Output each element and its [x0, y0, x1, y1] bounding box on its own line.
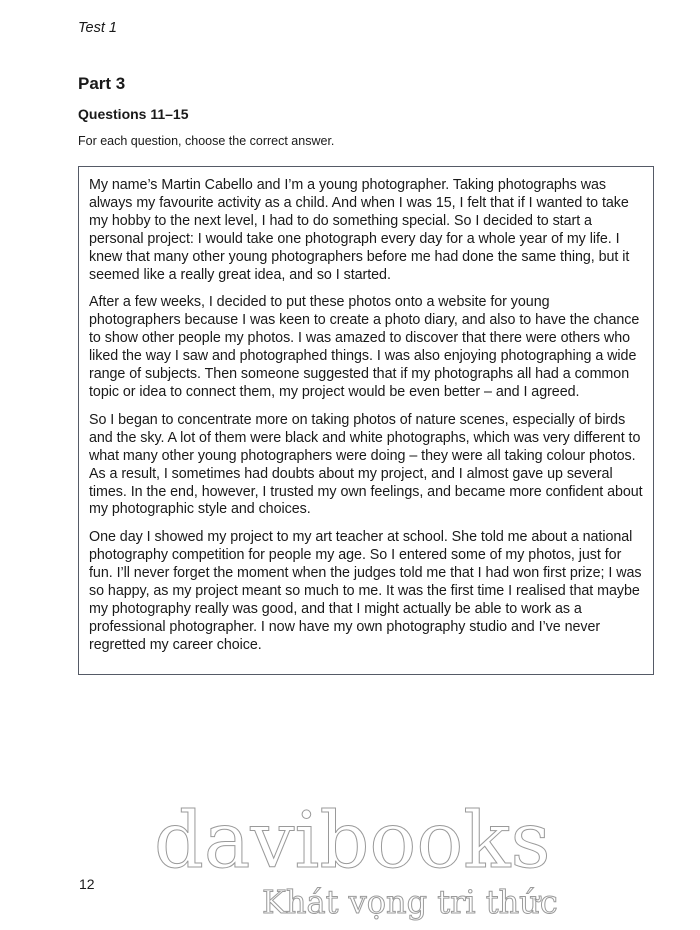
passage-paragraph-4: One day I showed my project to my art teacher at school. She told me about a national photography competition for people my age. So I entered some of my photos, just for fun. I’ll never forget the moment when the judges told me that I had won first prize; I was so happy, as my project meant so much to me. It was the first time I realised that maybe my photography really was good, and that I might actually be able to work as a professional photographer. I now have my own photography studio and I’ve never regretted my career choice. [89, 529, 642, 653]
reading-passage-box [78, 166, 654, 675]
instruction-text: For each question, choose the correct answer. [78, 134, 335, 148]
page-number: 12 [79, 876, 95, 892]
passage-paragraph-3: So I began to concentrate more on taking photos of nature scenes, especially of birds and the sky. A lot of them were black and white photographs, which was very different to what many other young photographers were doing – they were all taking colour photos. As a result, I sometimes had doubts about my project, and I almost gave up several times. In the end, however, I trusted my own feelings, and became more confident about my photographic style and choices. [89, 411, 643, 518]
watermark-tagline-text: Khát vọng tri thức [262, 883, 558, 921]
running-head: Test 1 [78, 20, 117, 36]
part-title: Part 3 [78, 74, 126, 93]
passage-paragraph-2: After a few weeks, I decided to put these photos onto a website for young photographers because I was keen to create a photo diary, and also to have the chance to show other people my photos. I was amazed to discover that there were others who liked the way I saw and photographed things. I was also enjoying photographing a wide range of subjects. Then someone suggested that if my photographs all had a common topic or idea to connect them, my project would be even better – and I agreed. [89, 294, 640, 400]
passage-paragraph-1: My name’s Martin Cabello and I’m a young photographer. Taking photographs was always my favourite activity as a child. And when I was 15, I felt that if I wanted to take my hobby to the next level, I had to do something special. So I decided to start a personal project: I would take one photograph every day for a whole year of my life. I knew that many other young photographers before me had done the same thing, but it seemed like a really great idea, and so I started. [89, 177, 630, 283]
watermark-brand-text: davibooks [154, 796, 551, 886]
watermark-logo [150, 795, 590, 925]
questions-title: Questions 11–15 [78, 106, 189, 122]
